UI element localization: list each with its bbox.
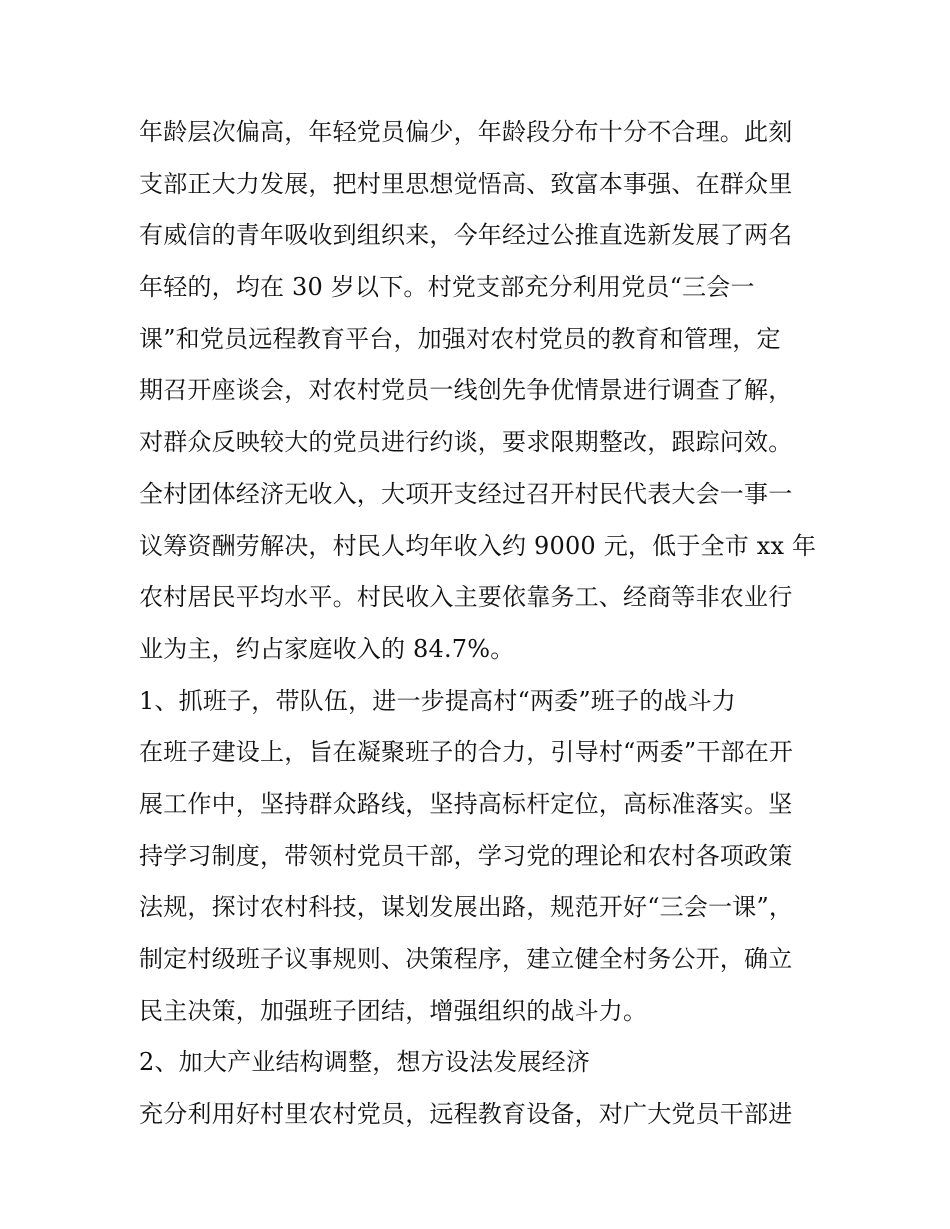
text-line: 法规，探讨农村科技，谋划发展出路，规范开好“三会一课”， bbox=[139, 893, 794, 922]
text-line: 业为主，约占家庭收入的 84.7%。 bbox=[139, 634, 515, 663]
text-line: 充分利用好村里农村党员，远程教育设备，对广大党员干部进 bbox=[139, 1100, 793, 1129]
section-heading-2: 2、加大产业结构调整，想方设法发展经济 bbox=[139, 1048, 591, 1077]
section-heading-1: 1、抓班子，带队伍，进一步提高村“两委”班子的战斗力 bbox=[139, 686, 737, 715]
text-line: 制定村级班子议事规则、决策程序，建立健全村务公开，确立 bbox=[139, 945, 793, 973]
text-line: 农村居民平均水平。村民收入主要依靠务工、经商等非农业行 bbox=[139, 583, 793, 612]
text-line: 展工作中，坚持群众路线，坚持高标杆定位，高标准落实。坚 bbox=[139, 789, 793, 818]
text-line: 民主决策，加强班子团结，增强组织的战斗力。 bbox=[139, 996, 648, 1025]
text-line: 课”和党员远程教育平台，加强对农村党员的教育和管理，定 bbox=[139, 324, 781, 353]
text-line: 支部正大力发展，把村里思想觉悟高、致富本事强、在群众里 bbox=[139, 169, 793, 198]
text-line: 议筹资酬劳解决，村民人均年收入约 9000 元，低于全市 xx 年 bbox=[139, 531, 817, 560]
text-line: 持学习制度，带领村党员干部，学习党的理论和农村各项政策 bbox=[139, 841, 793, 870]
text-line: 年轻的，均在 30 岁以下。村党支部充分利用党员“三会一 bbox=[139, 273, 755, 302]
text-line: 对群众反映较大的党员进行约谈，要求限期整改，跟踪问效。 bbox=[139, 428, 793, 457]
text-line: 期召开座谈会，对农村党员一线创先争优情景进行调查了解， bbox=[139, 376, 793, 405]
text-line: 有威信的青年吸收到组织来，今年经过公推直选新发展了两名 bbox=[139, 221, 793, 250]
document-body bbox=[139, 107, 819, 1141]
text-line: 在班子建设上，旨在凝聚班子的合力，引导村“两委”干部在开 bbox=[139, 738, 794, 767]
text-line: 全村团体经济无收入，大项开支经过召开村民代表大会一事一 bbox=[139, 479, 793, 508]
text-line: 年龄层次偏高，年轻党员偏少，年龄段分布十分不合理。此刻 bbox=[139, 118, 793, 146]
